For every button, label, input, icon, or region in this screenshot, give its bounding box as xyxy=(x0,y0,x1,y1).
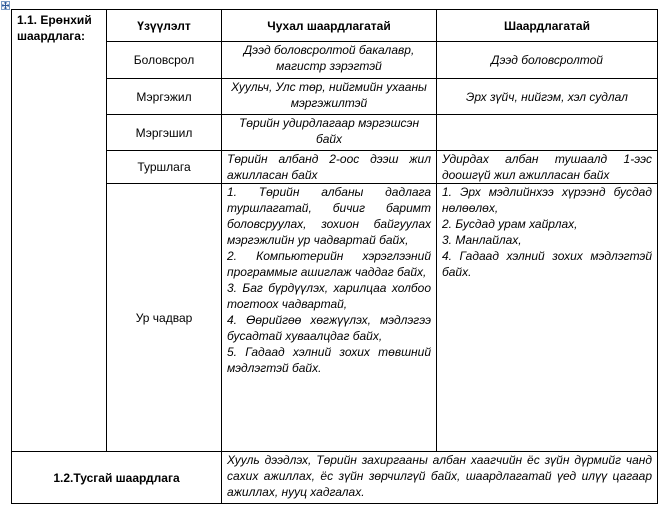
education-required: Дээд боловсролтой xyxy=(437,42,658,79)
list-item: 4. Гадаад хэлний зохих мэдлэгтэй байх. xyxy=(442,249,652,279)
table-row-skills xyxy=(12,184,658,452)
row-label-skills: Ур чадвар xyxy=(107,184,222,452)
requirements-table xyxy=(11,9,658,504)
general-requirements-title: 1.1. Ерөнхий шаардлага: xyxy=(12,10,107,452)
header-indicator: Үзүүлэлт xyxy=(107,10,222,42)
education-important: Дээд боловсролтой бакалавр, магистр зэрэгтэй xyxy=(222,42,437,79)
row-label-education: Боловсрол xyxy=(107,42,222,79)
header-required: Шаардлагатай xyxy=(437,10,658,42)
list-item: 2. Компьютерийн хэрэглээний программыг ашиглаж чаддаг байх, xyxy=(227,249,431,279)
table-row-qualification xyxy=(12,115,658,151)
qualification-required xyxy=(437,115,658,151)
skills-important-list xyxy=(222,184,437,452)
experience-required: Удирдах албан тушаалд 1-ээс доошгүй жил ажилласан байх xyxy=(437,151,658,184)
list-item: 5. Гадаад хэлний зохих төвшний мэдлэгтэй байх. xyxy=(227,345,431,375)
table-row-special xyxy=(12,452,658,504)
table-row-profession xyxy=(12,79,658,115)
list-item: 4. Өөрийгөө хөгжүүлэх, мэдлэгээ бусадтай хуваалцдаг байх, xyxy=(227,313,431,343)
list-item: 1. Төрийн албаны дадлага туршлагатай, бичиг баримт боловсруулах, зохион байгуулах мэргэжлийн ур чадвартай байх, xyxy=(227,185,431,247)
list-item: 2. Бусдад урам хайрлах, xyxy=(442,217,578,231)
list-item: 3. Манлайлах, xyxy=(442,233,522,247)
table-row-experience xyxy=(12,151,658,184)
special-requirements-text: Хууль дээдлэх, Төрийн захиргааны албан хаагчийн ёс зүйн дүрмийг чанд сахих ажиллах, ёс зүйн зөрчилгүй байх, шаардлагатай үед илүү цагаар ажиллах, нууц хадгалах. xyxy=(222,452,658,504)
qualification-important: Төрийн удирдлагаар мэргэшсэн байх xyxy=(222,115,437,151)
profession-important: Хуульч, Улс төр, нийгмийн ухааны мэргэжилтэй xyxy=(222,79,437,115)
list-item: 3. Баг бүрдүүлэх, харилцаа холбоо тогтоох чадвартай, xyxy=(227,281,431,311)
list-item: 1. Эрх мэдлийнхээ хүрээнд бусдад нөлөөлөх, xyxy=(442,185,652,215)
table-move-handle-icon[interactable] xyxy=(1,1,10,10)
profession-required: Эрх зүйч, нийгэм, хэл судлал xyxy=(437,79,658,115)
table-row-education xyxy=(12,42,658,79)
experience-important: Төрийн албанд 2-оос дээш жил ажилласан байх xyxy=(222,151,437,184)
special-requirements-title: 1.2.Тусгай шаардлага xyxy=(12,452,222,504)
row-label-profession: Мэргэжил xyxy=(107,79,222,115)
table-header-row xyxy=(12,10,658,42)
row-label-qualification: Мэргэшил xyxy=(107,115,222,151)
row-label-experience: Туршлага xyxy=(107,151,222,184)
header-important: Чухал шаардлагатай xyxy=(222,10,437,42)
skills-required-list xyxy=(437,184,658,452)
